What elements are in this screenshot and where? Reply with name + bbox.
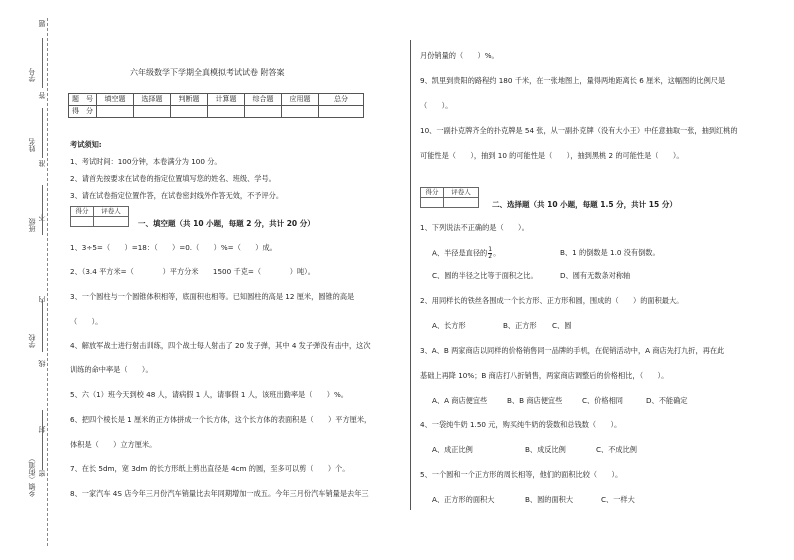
- score-table-score-row: [69, 106, 364, 118]
- choice-option: C、一样大: [601, 495, 635, 504]
- fill-question: 体积是（ ）立方厘米。: [70, 440, 157, 449]
- fill-question: 3、一个圆柱与一个圆锥体积相等，底面积也相等。已知圆柱的高是 12 厘米，圆锥的高是: [70, 292, 355, 301]
- choice-question: 3、A、B 两家商店以同样的价格销售同一品牌的手机，在促销活动中，A 商店先打九折，再在此: [420, 346, 725, 355]
- score-cell[interactable]: [208, 106, 245, 118]
- score-header-cell: 应用题: [282, 94, 319, 106]
- choice-question: 1、下列说法不正确的是（ ）。: [420, 223, 529, 232]
- fill-question: 训练的命中率是（ ）。: [70, 365, 153, 374]
- choice-option: A、正方形的面积大: [432, 495, 495, 504]
- class-line: [42, 185, 43, 235]
- choice-option: A、成正比例: [432, 445, 473, 454]
- grader-score-cell[interactable]: [421, 198, 444, 208]
- fill-question: 9、凯里到贵阳的路程约 180 千米，在一张地图上，量得两地距离长 6 厘米，这幅图的比例尺是: [420, 76, 726, 85]
- margin-label-ti: 题: [38, 20, 46, 27]
- choice-option: B、圆的面积大: [525, 495, 574, 504]
- margin-label-student-id: 学号: [28, 68, 36, 82]
- column-divider: [410, 40, 411, 510]
- score-cell[interactable]: [171, 106, 208, 118]
- choice-option: A、A 商店便宜些: [432, 396, 488, 405]
- choice-option: B、成反比例: [525, 445, 566, 454]
- fraction-one-half: [488, 247, 492, 260]
- choice-option: C、圆: [552, 321, 572, 330]
- instruction-item: 1、考试时间：100分钟，本卷满分为 100 分。: [70, 157, 222, 166]
- fill-question: 6、把四个棱长是 1 厘米的正方体拼成一个长方体，这个长方体的表面积是（ ）平方厘米，: [70, 415, 372, 424]
- score-header-cell: 题 号: [69, 94, 97, 106]
- instruction-item: 3、请在试卷指定位置作答，在试卷密封线外作答无效，不予评分。: [70, 191, 284, 200]
- exam-title: 六年级数学下学期全真模拟考试试卷 附答案: [130, 68, 285, 77]
- margin-label-name: 姓名: [28, 138, 36, 152]
- score-header-cell: 选择题: [134, 94, 171, 106]
- choice-option: B、B 商店便宜些: [507, 396, 563, 405]
- choice-option: D、不能确定: [646, 396, 688, 405]
- instructions-heading: 考试须知:: [70, 140, 102, 149]
- score-table: [68, 93, 364, 118]
- margin-label-school: 学校: [28, 334, 36, 348]
- fill-question: 2、（3.4 平方米=（ ）平方分米 1500 千克=（ ）吨）。: [70, 267, 315, 276]
- choice-option: B、正方形: [503, 321, 537, 330]
- choice-option-text: 。: [493, 248, 501, 258]
- binding-margin: [0, 0, 58, 560]
- fill-question: 1、3÷5=（ ）=18：（ ）=0.（ ）%=（ ）成。: [70, 243, 277, 252]
- section-2-title: 二、选择题（共 10 小题，每题 1.5 分，共计 15 分）: [492, 200, 677, 209]
- margin-label-mi: 密: [38, 470, 46, 477]
- grader-score-label: 得分: [71, 207, 94, 217]
- margin-label-feng: 封: [38, 426, 46, 433]
- score-cell[interactable]: [319, 106, 364, 118]
- margin-label-class: 班级: [28, 218, 36, 232]
- score-table-header-row: [69, 94, 364, 106]
- fill-question: 4、解放军战士进行射击训练，四个战士每人射击了 20 发子弹，其中 4 发子弹没有击中，这次: [70, 341, 371, 350]
- score-row-label: 得 分: [69, 106, 97, 118]
- margin-label-xian: 线: [38, 360, 46, 367]
- fill-question: 10、一副扑克牌齐全的扑克牌是 54 张，从一副扑克牌（没有大小王）中任意抽取一张，抽到红桃的: [420, 126, 738, 135]
- score-cell[interactable]: [97, 106, 134, 118]
- margin-label-zhun: 准: [38, 160, 46, 167]
- grader-name-label: 评卷人: [94, 207, 129, 217]
- score-header-cell: 总分: [319, 94, 364, 106]
- choice-option: A、长方形: [432, 321, 466, 330]
- score-header-cell: 判断题: [171, 94, 208, 106]
- fill-question: （ ）。: [420, 101, 453, 110]
- margin-label-nei: 内: [38, 296, 46, 303]
- grader-score-label: 得分: [421, 188, 444, 198]
- choice-option: B、1 的倒数是 1.0 没有倒数。: [560, 248, 660, 257]
- fill-question: 5、六（1）班今天到校 48 人，请病假 1 人，请事假 1 人，该班出勤率是（ ）%。: [70, 390, 348, 399]
- grader-name-cell[interactable]: [94, 217, 129, 227]
- choice-question: 2、用同样长的铁丝各围成一个长方形、正方形和圆，围成的（ ）的面积最大。: [420, 296, 684, 305]
- township-line: [42, 410, 43, 470]
- margin-label-da: 答: [38, 92, 46, 99]
- grader-box-2: [420, 187, 479, 208]
- fraction-numerator: 1: [488, 246, 493, 253]
- name-line: [42, 108, 43, 158]
- grader-score-cell[interactable]: [71, 217, 94, 227]
- instruction-item: 2、请首先按要求在试卷的指定位置填写您的姓名、班级、学号。: [70, 174, 276, 183]
- fill-question: 8、一家汽车 4S 店今年三月份汽车销量比去年同期增加一成五。今年三月份汽车销量是去年三: [70, 489, 369, 498]
- grader-name-cell[interactable]: [444, 198, 479, 208]
- section-1-title: 一、填空题（共 10 小题，每题 2 分，共计 20 分）: [138, 219, 315, 228]
- choice-option: D、圆有无数条对称轴: [560, 271, 631, 280]
- school-line: [42, 300, 43, 352]
- grader-name-label: 评卷人: [444, 188, 479, 198]
- score-cell[interactable]: [282, 106, 319, 118]
- choice-option: C、价格相同: [582, 396, 623, 405]
- choice-option: [432, 247, 500, 260]
- score-header-cell: 综合题: [245, 94, 282, 106]
- fill-question: 可能性是（ ），抽到 10 的可能性是（ ），抽到黑桃 2 的可能性是（ ）。: [420, 151, 684, 160]
- choice-question: 基础上再降 10%；B 商店打八折销售，两家商店调整后的价格相比，（ ）。: [420, 371, 669, 380]
- choice-question: 4、一袋纯牛奶 1.50 元，购买纯牛奶的袋数和总钱数（ ）。: [420, 420, 622, 429]
- choice-option-text: A、半径是直径的: [432, 248, 488, 258]
- fill-question: （ ）。: [70, 317, 103, 326]
- grader-box-1: [70, 206, 129, 227]
- fill-question-continued: 月份销量的（ ）%。: [420, 51, 499, 60]
- margin-label-bu: 不: [38, 214, 46, 221]
- choice-option: C、不成比例: [596, 445, 637, 454]
- margin-label-township: 乡镇（街道）: [28, 455, 36, 497]
- student-id-line: [42, 38, 43, 88]
- choice-question: 5、一个圆和一个正方形的周长相等，他们的面积比较（ ）。: [420, 470, 623, 479]
- seal-dashed-line: [47, 18, 48, 546]
- fill-question: 7、在长 5dm，宽 3dm 的长方形纸上剪出直径是 4cm 的圆，至多可以剪（ ）个。: [70, 464, 350, 473]
- score-cell[interactable]: [245, 106, 282, 118]
- score-header-cell: 填空题: [97, 94, 134, 106]
- score-header-cell: 计算题: [208, 94, 245, 106]
- choice-option: C、圆的半径之比等于面积之比。: [432, 271, 538, 280]
- fraction-denominator: 2: [488, 253, 493, 260]
- score-cell[interactable]: [134, 106, 171, 118]
